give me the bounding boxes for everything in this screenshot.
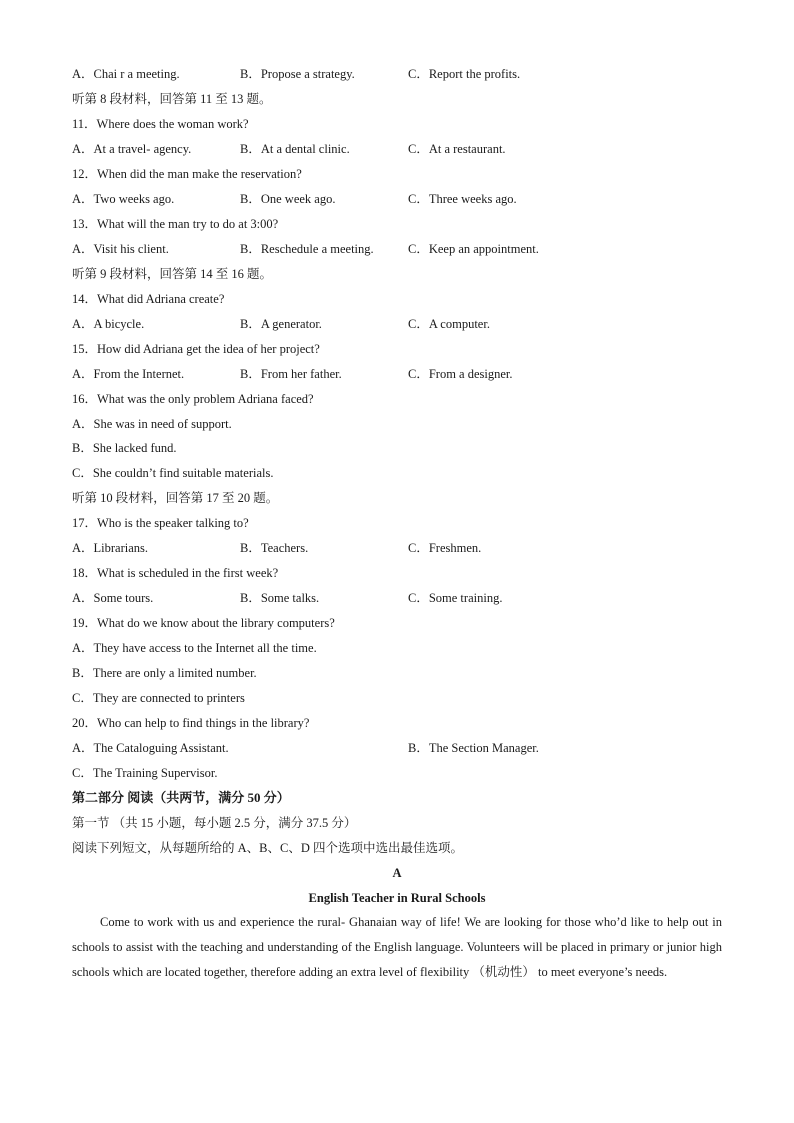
q18-option-c: C．Some training. [408, 591, 503, 605]
section1-title: 第一节 （共 15 小题，每小题 2.5 分，满分 37.5 分） [72, 816, 357, 830]
q19-option-c: C．They are connected to printers [72, 691, 245, 705]
q17-option-c: C．Freshmen. [408, 541, 482, 555]
part2-title: 第二部分 阅读（共两节，满分 50 分） [72, 790, 290, 805]
q14-option-c: C．A computer. [408, 317, 490, 331]
q20-option-b: B．The Section Manager. [408, 741, 539, 755]
q20-question: 20．Who can help to find things in the library? [72, 716, 310, 730]
section9-header: 听第 9 段材料，回答第 14 至 16 题。 [72, 267, 273, 281]
q10-option-b: B．Propose a strategy. [240, 67, 355, 81]
q15-option-b: B．From her father. [240, 367, 342, 381]
q17-option-b: B．Teachers. [240, 541, 309, 555]
q19-option-a: A．They have access to the Internet all the time. [72, 641, 317, 655]
q20-option-c: C．The Training Supervisor. [72, 766, 218, 780]
q12-option-b: B．One week ago. [240, 192, 336, 206]
q11-option-a: A．At a travel- agency. [72, 142, 192, 156]
q14-question: 14．What did Adriana create? [72, 292, 225, 306]
q11-option-c: C．At a restaurant. [408, 142, 506, 156]
q17-option-a: A．Librarians. [72, 541, 149, 555]
q15-question: 15．How did Adriana get the idea of her project? [72, 342, 320, 356]
q14-option-b: B．A generator. [240, 317, 322, 331]
q12-option-c: C．Three weeks ago. [408, 192, 517, 206]
q13-question: 13．What will the man try to do at 3:00? [72, 217, 279, 231]
q16-option-a: A．She was in need of support. [72, 417, 232, 431]
q13-option-b: B．Reschedule a meeting. [240, 242, 374, 256]
q18-option-a: A．Some tours. [72, 591, 154, 605]
reading-instructions: 阅读下列短文，从每题所给的 A、B、C、D 四个选项中选出最佳选项。 [72, 841, 463, 855]
q14-option-a: A．A bicycle. [72, 317, 145, 331]
q12-option-a: A．Two weeks ago. [72, 192, 175, 206]
q18-question: 18．What is scheduled in the first week? [72, 566, 279, 580]
q11-question: 11．Where does the woman work? [72, 117, 249, 131]
q13-option-a: A．Visit his client. [72, 242, 169, 256]
q17-question: 17．Who is the speaker talking to? [72, 516, 249, 530]
q10-option-a: A．Chai r a meeting. [72, 67, 180, 81]
q16-question: 16．What was the only problem Adriana faced? [72, 392, 314, 406]
passage-text: Come to work with us and experience the rural- Ghanaian way of life! We are looking for those who’d like to help out in schools to assist with the teaching and understanding of the English language. Volunteers will be placed in primary or junior high schools which are located together, therefore adding an extra level of flexibility （机动性） to meet everyone’s needs. [72, 915, 722, 979]
q16-option-b: B．She lacked fund. [72, 441, 177, 455]
q13-option-c: C．Keep an appointment. [408, 242, 539, 256]
q20-option-a: A．The Cataloguing Assistant. [72, 741, 229, 755]
q15-option-c: C．From a designer. [408, 367, 513, 381]
q19-option-b: B．There are only a limited number. [72, 666, 257, 680]
q19-question: 19．What do we know about the library computers? [72, 616, 335, 630]
section8-header: 听第 8 段材料，回答第 11 至 13 题。 [72, 92, 272, 106]
q15-option-a: A．From the Internet. [72, 367, 185, 381]
passage-letter: A [392, 866, 402, 880]
section10-header: 听第 10 段材料，回答第 17 至 20 题。 [72, 491, 279, 505]
q16-option-c: C．She couldn’t find suitable materials. [72, 466, 274, 480]
q11-option-b: B．At a dental clinic. [240, 142, 350, 156]
passage-title: English Teacher in Rural Schools [308, 891, 486, 905]
q12-question: 12．When did the man make the reservation? [72, 167, 302, 181]
q18-option-b: B．Some talks. [240, 591, 320, 605]
q10-option-c: C．Report the profits. [408, 67, 521, 81]
